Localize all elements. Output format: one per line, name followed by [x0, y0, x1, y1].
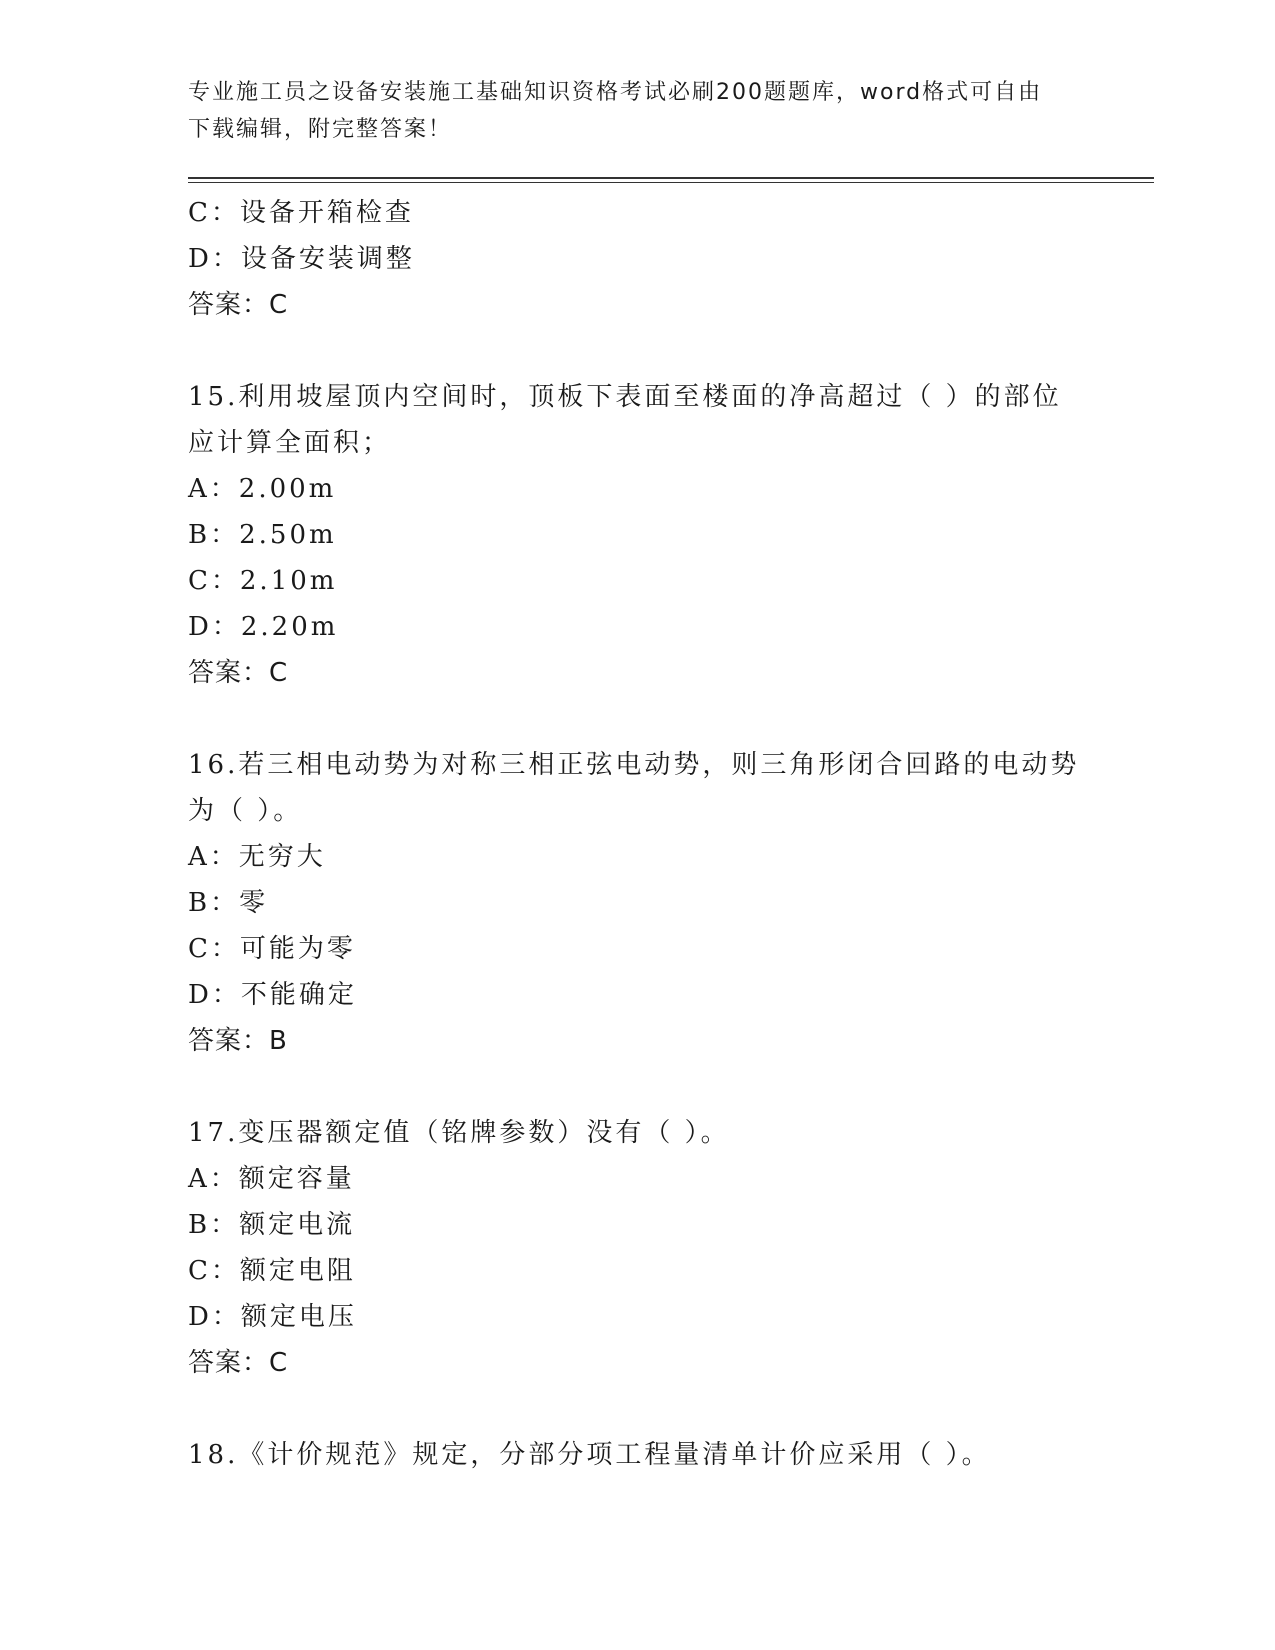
document-body	[188, 190, 1088, 1478]
answer-line: 答案：C	[188, 1348, 289, 1378]
answer-line: 答案：B	[188, 1026, 288, 1056]
option-c: C：2.10m	[188, 566, 338, 596]
spacer	[188, 696, 1088, 742]
answer-line: 答案：C	[188, 658, 289, 688]
header-divider-thin	[188, 182, 1154, 183]
question-stem: 16.若三相电动势为对称三相正弦电动势，则三角形闭合回路的电动势	[188, 750, 1080, 780]
spacer	[188, 328, 1088, 374]
question-15	[188, 374, 1088, 696]
question-17	[188, 1110, 1088, 1386]
spacer	[188, 1064, 1088, 1110]
question-18	[188, 1432, 1088, 1478]
document-header	[188, 74, 1068, 148]
question-14-tail	[188, 190, 1088, 328]
option-d: D：额定电压	[188, 1302, 357, 1332]
question-stem: 17.变压器额定值（铭牌参数）没有（ ）。	[188, 1118, 730, 1148]
spacer	[188, 1386, 1088, 1432]
question-stem-continued: 为（ ）。	[188, 796, 303, 826]
question-stem: 18.《计价规范》规定，分部分项工程量清单计价应采用（ ）。	[188, 1440, 991, 1470]
question-stem: 15.利用坡屋顶内空间时，顶板下表面至楼面的净高超过（ ）的部位	[188, 382, 1062, 412]
option-b: B：额定电流	[188, 1210, 356, 1240]
answer-line: 答案：C	[188, 290, 289, 320]
option-d: D：2.20m	[188, 612, 339, 642]
option-c: C：额定电阻	[188, 1256, 356, 1286]
option-b: B：零	[188, 888, 269, 918]
option-a: A：额定容量	[188, 1164, 355, 1194]
question-16	[188, 742, 1088, 1064]
question-stem-continued: 应计算全面积；	[188, 428, 392, 458]
option-a: A：无穷大	[188, 842, 326, 872]
header-line-2: 下载编辑，附完整答案！	[188, 117, 453, 142]
header-line-1: 专业施工员之设备安装施工基础知识资格考试必刷200题题库，word格式可自由	[188, 80, 1043, 105]
option-c: C：设备开箱检查	[188, 198, 414, 228]
option-d: D：设备安装调整	[188, 244, 415, 274]
option-a: A：2.00m	[188, 474, 337, 504]
option-c: C：可能为零	[188, 934, 356, 964]
header-divider-thick	[188, 177, 1154, 179]
option-b: B：2.50m	[188, 520, 337, 550]
option-d: D：不能确定	[188, 980, 357, 1010]
